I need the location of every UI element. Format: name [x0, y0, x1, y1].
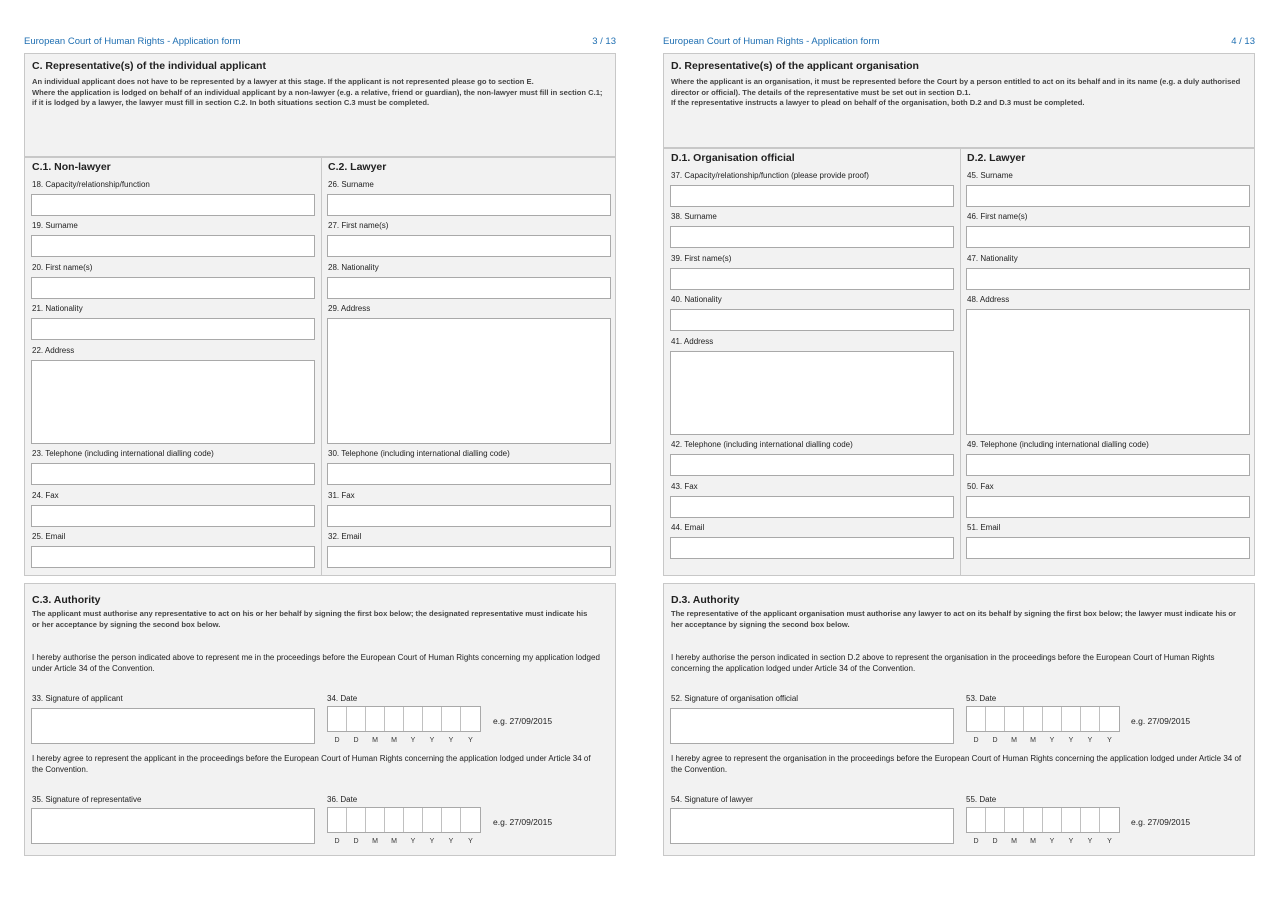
telephone-input[interactable] [31, 463, 315, 485]
fax-input[interactable] [327, 505, 611, 527]
field-label: 49. Telephone (including international dialling code) [967, 440, 1149, 449]
surname-input[interactable] [966, 185, 1250, 207]
date-cell[interactable] [1062, 707, 1081, 744]
date-format-letter: M [1030, 737, 1036, 744]
signature-label: 35. Signature of representative [32, 795, 142, 804]
date-cell[interactable] [1081, 808, 1100, 845]
date-format-letter: Y [468, 737, 473, 744]
date-cell[interactable] [967, 808, 986, 845]
field-label: 30. Telephone (including international dialling code) [328, 449, 510, 458]
date-cell[interactable] [347, 808, 366, 845]
date-cell[interactable] [347, 707, 366, 744]
date-cell[interactable] [1024, 808, 1043, 845]
date-format-letter: Y [1049, 737, 1055, 744]
date-format-letter: D [353, 838, 359, 845]
date-cell[interactable] [1024, 707, 1043, 744]
date-cell[interactable] [986, 808, 1005, 845]
surname-input[interactable] [670, 226, 954, 248]
surname-input[interactable] [327, 194, 611, 216]
representative-details [663, 148, 1255, 576]
field-label: 39. First name(s) [671, 254, 732, 263]
date-format-letter: Y [1068, 838, 1074, 845]
date-label: 55. Date [966, 795, 997, 804]
capacity-input[interactable] [31, 194, 315, 216]
nationality-input[interactable] [966, 268, 1250, 290]
authority-statement: I hereby authorise the person indicated in section D.2 above to represent the organisation in the proceedings before the European Court of Human Rights concerning the application lodged under Article 34 of the Convention. [671, 653, 1215, 673]
field-label: 19. Surname [32, 221, 78, 230]
date-format-letter: D [353, 737, 359, 744]
c1-column [25, 158, 321, 575]
email-input[interactable] [31, 546, 315, 568]
first-name-input[interactable] [670, 268, 954, 290]
field-label: 46. First name(s) [967, 212, 1028, 221]
date-cell[interactable] [1043, 808, 1062, 845]
section-intro: An individual applicant does not have to be represented by a lawyer at this stage. If the applicant is not represented please go to section E. [32, 77, 534, 86]
field-label: 31. Fax [328, 491, 355, 500]
d2-column [960, 149, 1255, 575]
section-intro: Where the application is lodged on behalf of an individual applicant by a non-lawyer (e.g. a relative, friend or guardian), the non-lawyer must fill in section C.1; if it is lodged by a lawyer, the lawyer must fill in section C.2. In both situations section C.3 must be completed. [32, 87, 603, 107]
field-label: 44. Email [671, 523, 705, 532]
acceptance-statement: I hereby agree to represent the applicant in the proceedings before the European Court of Human Rights concerning the application lodged under Article 34 of the Convention. [32, 754, 591, 774]
nationality-input[interactable] [327, 277, 611, 299]
date-format-letter: Y [468, 838, 473, 845]
date-cell[interactable] [366, 707, 385, 744]
page-number: 4 / 13 [1231, 36, 1255, 47]
field-label: 28. Nationality [328, 263, 379, 272]
date-example: e.g. 27/09/2015 [493, 716, 553, 726]
field-label: 20. First name(s) [32, 263, 93, 272]
authority-section [24, 583, 616, 856]
date-format-letter: Y [429, 838, 435, 845]
date-example: e.g. 27/09/2015 [493, 817, 553, 827]
date-format-letter: M [1030, 838, 1036, 845]
date-format-letter: Y [1068, 737, 1074, 744]
telephone-input[interactable] [327, 463, 611, 485]
fax-input[interactable] [966, 496, 1250, 518]
date-cell[interactable] [328, 707, 347, 744]
nationality-input[interactable] [31, 318, 315, 340]
acceptance-statement: I hereby agree to represent the organisation in the proceedings before the European Court of Human Rights concerning the application lodged under Article 34 of the Convention. [671, 754, 1242, 774]
date-format-letter: M [391, 737, 397, 744]
field-label: 23. Telephone (including international dialling code) [32, 449, 214, 458]
first-name-input[interactable] [327, 235, 611, 257]
representative-signature-box[interactable] [31, 808, 315, 844]
d1-column [664, 149, 960, 575]
signature-label: 54. Signature of lawyer [671, 795, 753, 804]
date-format-letter: M [1011, 838, 1017, 845]
d2-title: D.2. Lawyer [967, 152, 1026, 164]
date-cell[interactable] [1081, 707, 1100, 744]
date-cell[interactable] [423, 707, 442, 744]
c2-column [321, 158, 616, 575]
fax-input[interactable] [670, 496, 954, 518]
section-d-header [663, 53, 1255, 148]
field-label: 37. Capacity/relationship/function (please provide proof) [671, 171, 869, 180]
address-input[interactable] [966, 309, 1250, 435]
d1-title: D.1. Organisation official [671, 152, 795, 164]
date-format-letter: Y [448, 737, 454, 744]
signature-label: 33. Signature of applicant [32, 694, 123, 703]
email-input[interactable] [327, 546, 611, 568]
field-label: 51. Email [967, 523, 1001, 532]
date-cell[interactable] [1043, 707, 1062, 744]
date-cell[interactable] [423, 808, 442, 845]
field-label: 26. Surname [328, 180, 374, 189]
field-label: 18. Capacity/relationship/function [32, 180, 150, 189]
date-format-letter: D [973, 737, 979, 744]
date-cell[interactable] [967, 707, 986, 744]
date-label: 34. Date [327, 694, 358, 703]
surname-input[interactable] [31, 235, 315, 257]
date-format-letter: Y [1087, 737, 1093, 744]
date-format-letter: Y [1087, 838, 1093, 845]
date-cell[interactable] [986, 707, 1005, 744]
date-format-letter: Y [1107, 737, 1112, 744]
date-cell[interactable] [1100, 707, 1119, 744]
lawyer-signature-box[interactable] [670, 808, 954, 844]
date-format-letter: M [372, 838, 378, 845]
field-label: 29. Address [328, 304, 371, 313]
date-cell[interactable] [442, 808, 461, 845]
date-format-letter: M [391, 838, 397, 845]
address-input[interactable] [31, 360, 315, 444]
header-title: European Court of Human Rights - Application form [663, 36, 880, 47]
date-example: e.g. 27/09/2015 [1131, 817, 1191, 827]
c1-title: C.1. Non-lawyer [32, 161, 111, 173]
section-intro: If the representative instructs a lawyer to plead on behalf of the organisation, both D.2 and D.3 must be completed. [671, 98, 1085, 107]
date-cell[interactable] [461, 707, 480, 744]
field-label: 22. Address [32, 346, 75, 355]
date-format-letter: Y [1107, 838, 1112, 845]
date-format-letter: D [992, 737, 998, 744]
authority-section [663, 583, 1255, 856]
telephone-input[interactable] [966, 454, 1250, 476]
date-format-letter: Y [410, 737, 416, 744]
representative-details [24, 157, 616, 576]
page-header [663, 0, 1255, 48]
page-header [24, 0, 616, 48]
authority-title: D.3. Authority [671, 594, 740, 606]
field-label: 43. Fax [671, 482, 698, 491]
first-name-input[interactable] [966, 226, 1250, 248]
field-label: 40. Nationality [671, 295, 722, 304]
section-c-header [24, 53, 616, 157]
page-number: 3 / 13 [592, 36, 616, 47]
first-name-input[interactable] [31, 277, 315, 299]
date-format-letter: D [334, 838, 340, 845]
fax-input[interactable] [31, 505, 315, 527]
header-title: European Court of Human Rights - Application form [24, 36, 241, 47]
date-format-letter: D [992, 838, 998, 845]
section-title: C. Representative(s) of the individual applicant [32, 60, 266, 72]
field-label: 42. Telephone (including international dialling code) [671, 440, 853, 449]
date-cell[interactable] [1005, 707, 1024, 744]
date-input-55[interactable] [966, 807, 1120, 845]
date-format-letter: Y [1049, 838, 1055, 845]
date-cell[interactable] [442, 707, 461, 744]
authority-title: C.3. Authority [32, 594, 101, 606]
date-example: e.g. 27/09/2015 [1131, 716, 1191, 726]
date-input-34[interactable] [327, 706, 481, 744]
date-cell[interactable] [366, 808, 385, 845]
address-input[interactable] [327, 318, 611, 444]
date-cell[interactable] [404, 808, 423, 845]
telephone-input[interactable] [670, 454, 954, 476]
date-cell[interactable] [1005, 808, 1024, 845]
field-label: 48. Address [967, 295, 1010, 304]
applicant-signature-box[interactable] [31, 708, 315, 744]
date-cell[interactable] [1062, 808, 1081, 845]
authority-statement: I hereby authorise the person indicated above to represent me in the proceedings before the European Court of Human Rights concerning my application lodged under Article 34 of the Convention. [32, 653, 600, 673]
c2-title: C.2. Lawyer [328, 161, 387, 173]
nationality-input[interactable] [670, 309, 954, 331]
date-input-53[interactable] [966, 706, 1120, 744]
field-label: 41. Address [671, 337, 714, 346]
date-cell[interactable] [404, 707, 423, 744]
field-label: 24. Fax [32, 491, 59, 500]
capacity-input[interactable] [670, 185, 954, 207]
date-cell[interactable] [385, 707, 404, 744]
date-label: 53. Date [966, 694, 997, 703]
date-format-letter: D [334, 737, 340, 744]
field-label: 50. Fax [967, 482, 994, 491]
field-label: 47. Nationality [967, 254, 1018, 263]
email-input[interactable] [966, 537, 1250, 559]
section-title: D. Representative(s) of the applicant organisation [671, 60, 919, 72]
official-signature-box[interactable] [670, 708, 954, 744]
date-label: 36. Date [327, 795, 358, 804]
authority-intro: The applicant must authorise any representative to act on his or her behalf by signing the first box below; the designated representative must indicate his or her acceptance by signing the second box below. [32, 609, 588, 629]
date-cell[interactable] [461, 808, 480, 845]
date-cell[interactable] [1100, 808, 1119, 845]
field-label: 25. Email [32, 532, 66, 541]
page-3 [24, 0, 616, 845]
date-cell[interactable] [385, 808, 404, 845]
page-4 [663, 0, 1255, 845]
section-intro: Where the applicant is an organisation, it must be represented before the Court by a person entitled to act on its behalf and in its name (e.g. a duly authorised director or official). The details of the representative must be set out in section D.1. [671, 77, 1241, 97]
date-cell[interactable] [328, 808, 347, 845]
date-format-letter: M [1011, 737, 1017, 744]
date-format-letter: M [372, 737, 378, 744]
date-format-letter: Y [429, 737, 435, 744]
date-format-letter: Y [410, 838, 416, 845]
address-input[interactable] [670, 351, 954, 435]
field-label: 45. Surname [967, 171, 1013, 180]
date-format-letter: Y [448, 838, 454, 845]
field-label: 27. First name(s) [328, 221, 389, 230]
email-input[interactable] [670, 537, 954, 559]
field-label: 38. Surname [671, 212, 717, 221]
field-label: 21. Nationality [32, 304, 83, 313]
date-input-36[interactable] [327, 807, 481, 845]
authority-intro: The representative of the applicant organisation must authorise any lawyer to act on its behalf by signing the first box below; the lawyer must indicate his or her acceptance by signing the second box below. [671, 609, 1237, 629]
signature-label: 52. Signature of organisation official [671, 694, 799, 703]
field-label: 32. Email [328, 532, 362, 541]
date-format-letter: D [973, 838, 979, 845]
